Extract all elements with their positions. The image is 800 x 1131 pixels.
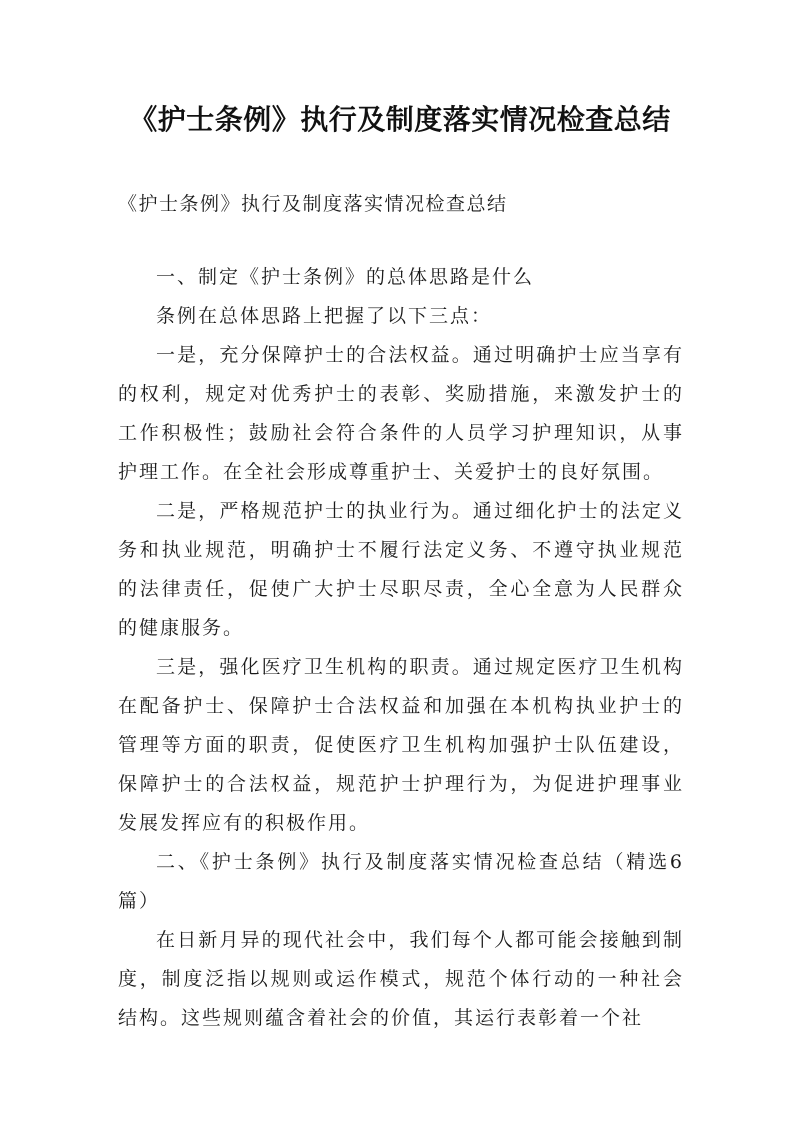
paragraph-point-1: 一是，充分保障护士的合法权益。通过明确护士应当享有的权利，规定对优秀护士的表彰、奖励措施，来激发护士的工作积极性；鼓励社会符合条件的人员学习护理知识，从事护理工作。在全社会形成尊重护士、关爱护士的良好氛围。 — [118, 344, 684, 483]
paragraph-point-2: 二是，严格规范护士的执业行为。通过细化护士的法定义务和执业规范，明确护士不履行法定义务、不遵守执业规范的法律责任，促使广大护士尽职尽责，全心全意为人民群众的健康服务。 — [118, 500, 684, 639]
paragraph-body: 在日新月异的现代社会中，我们每个人都可能会接触到制度，制度泛指以规则或运作模式，规范个体行动的一种社会结构。这些规则蕴含着社会的价值，其运行表彰着一个社 — [118, 929, 684, 1029]
paragraph-intro: 条例在总体思路上把握了以下三点： — [156, 305, 493, 327]
section-heading-1: 一、制定《护士条例》的总体思路是什么 — [156, 266, 535, 288]
document-subtitle: 《护士条例》执行及制度落实情况检查总结 — [118, 193, 508, 215]
document-title: 《护士条例》执行及制度落实情况检查总结 — [129, 103, 671, 136]
section-heading-2: 二、《护士条例》执行及制度落实情况检查总结（精选6篇） — [118, 851, 684, 912]
document-body — [118, 258, 684, 1038]
paragraph-point-3: 三是，强化医疗卫生机构的职责。通过规定医疗卫生机构在配备护士、保障护士合法权益和加强在本机构执业护士的管理等方面的职责，促使医疗卫生机构加强护士队伍建设，保障护士的合法权益，规范护士护理行为，为促进护理事业发展发挥应有的积极作用。 — [118, 656, 684, 834]
